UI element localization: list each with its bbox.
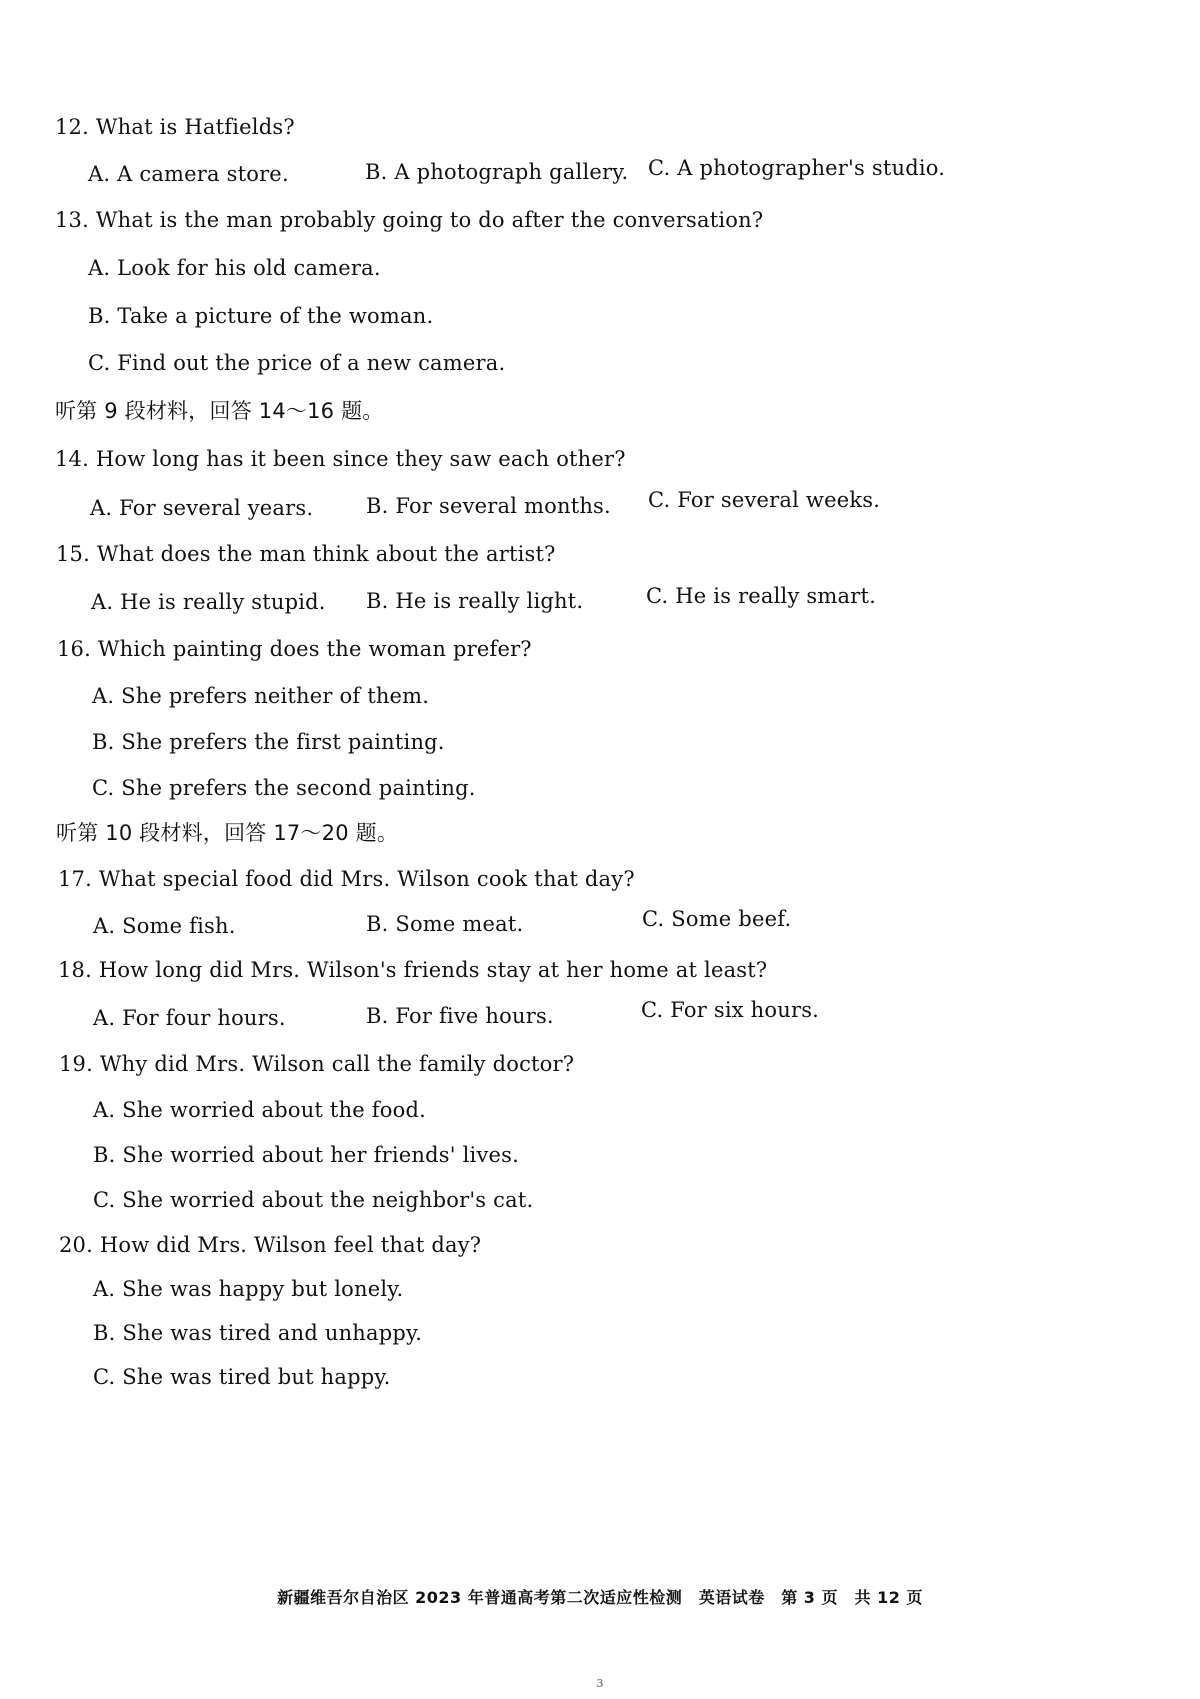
question-13-stem xyxy=(55,207,763,233)
question-text: Which painting does the woman prefer? xyxy=(97,637,532,661)
question-text: How did Mrs. Wilson feel that day? xyxy=(99,1233,482,1257)
question-text: What special food did Mrs. Wilson cook that day? xyxy=(98,867,635,891)
q13-option-b: B. Take a picture of the woman. xyxy=(88,304,434,328)
q12-option-c: C. A photographer's studio. xyxy=(648,156,946,180)
q16-option-a: A. She prefers neither of them. xyxy=(92,684,430,708)
section-heading-10: 听第 10 段材料，回答 17～20 题。 xyxy=(56,821,399,845)
question-text: What is the man probably going to do after the conversation? xyxy=(95,208,764,232)
q16-option-b: B. She prefers the first painting. xyxy=(92,730,445,754)
q20-option-a: A. She was happy but lonely. xyxy=(93,1277,404,1301)
q18-option-c: C. For six hours. xyxy=(641,998,820,1022)
question-17-stem xyxy=(58,866,635,892)
q16-option-c: C. She prefers the second painting. xyxy=(92,776,476,800)
question-text: What is Hatfields? xyxy=(95,115,295,139)
page-number: 3 xyxy=(596,1677,604,1690)
question-16-stem xyxy=(57,636,532,662)
question-number: 20. xyxy=(59,1233,93,1257)
question-14-stem xyxy=(55,446,626,472)
q15-option-a: A. He is really stupid. xyxy=(91,590,326,614)
question-number: 13. xyxy=(55,208,89,232)
question-text: How long has it been since they saw each other? xyxy=(95,447,626,471)
q14-option-c: C. For several weeks. xyxy=(648,488,881,512)
question-number: 12. xyxy=(55,115,89,139)
q17-option-a: A. Some fish. xyxy=(93,914,236,938)
question-18-stem xyxy=(58,957,767,983)
question-number: 14. xyxy=(55,447,89,471)
question-number: 16. xyxy=(57,637,91,661)
q15-option-b: B. He is really light. xyxy=(366,589,584,613)
question-text: Why did Mrs. Wilson call the family doctor? xyxy=(99,1052,575,1076)
question-20-stem xyxy=(59,1232,481,1258)
page-footer: 新疆维吾尔自治区 2023 年普通高考第二次适应性检测 英语试卷 第 3 页 共 12 页 xyxy=(277,1588,923,1607)
question-number: 17. xyxy=(58,867,92,891)
question-text: How long did Mrs. Wilson's friends stay at her home at least? xyxy=(98,958,768,982)
question-number: 15. xyxy=(56,542,90,566)
q15-option-c: C. He is really smart. xyxy=(646,584,876,608)
question-15-stem xyxy=(56,541,556,567)
question-number: 19. xyxy=(59,1052,93,1076)
q20-option-b: B. She was tired and unhappy. xyxy=(93,1321,423,1345)
q13-option-a: A. Look for his old camera. xyxy=(88,256,381,280)
question-number: 18. xyxy=(58,958,92,982)
q20-option-c: C. She was tired but happy. xyxy=(93,1365,391,1389)
q18-option-a: A. For four hours. xyxy=(93,1006,286,1030)
q14-option-b: B. For several months. xyxy=(366,494,611,518)
question-12-stem xyxy=(55,114,295,140)
q19-option-b: B. She worried about her friends' lives. xyxy=(93,1143,519,1167)
q17-option-b: B. Some meat. xyxy=(366,912,524,936)
q12-option-b: B. A photograph gallery. xyxy=(365,160,629,184)
q19-option-a: A. She worried about the food. xyxy=(93,1098,426,1122)
section-heading-9: 听第 9 段材料，回答 14～16 题。 xyxy=(55,399,384,423)
question-text: What does the man think about the artist? xyxy=(96,542,556,566)
q14-option-a: A. For several years. xyxy=(90,496,314,520)
q18-option-b: B. For five hours. xyxy=(366,1004,554,1028)
question-19-stem xyxy=(59,1051,574,1077)
q19-option-c: C. She worried about the neighbor's cat. xyxy=(93,1188,534,1212)
q12-option-a: A. A camera store. xyxy=(88,162,289,186)
q13-option-c: C. Find out the price of a new camera. xyxy=(88,351,506,375)
q17-option-c: C. Some beef. xyxy=(642,907,792,931)
